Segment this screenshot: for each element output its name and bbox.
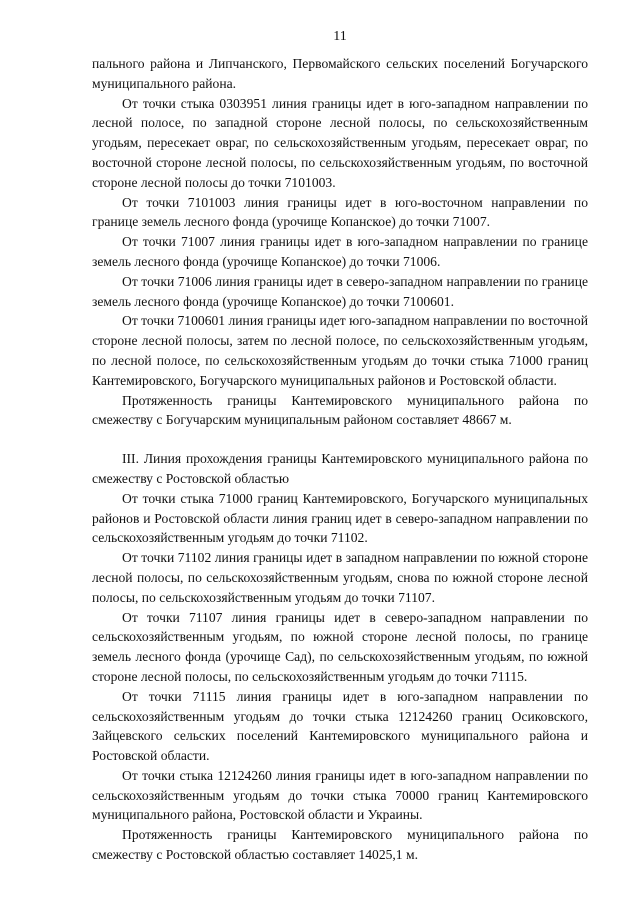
page-number: 11	[333, 29, 347, 44]
paragraph: Протяженность границы Кантемировского муниципального района по смежеству с Богучарским муниципальным районом составляет 48667 м.	[92, 392, 588, 428]
section-paragraph: От точки 71107 линия границы идет в северо-западном направлении по сельскохозяйственным угодьям, по южной стороне лесной полосы, по границе земель лесного фонда (урочище Сад), по сельскохозяйственным угодьям, по южной стороне лесной полосы, по сельскохозяйственным угодьям до точки 71115.	[92, 609, 588, 684]
paragraph: От точки стыка 0303951 линия границы идет в юго-западном направлении по лесной полосе, по западной стороне лесной полосы, по сельскохозяйственным угодьям, пересекает овраг, по сельскохозяйственным угодьям, пересекает овраг, по восточной стороне лесной полосы, по сельскохозяйственным угодьям, по восточной стороне лесной полосы до точки 7101003.	[92, 95, 588, 190]
section-paragraph: Протяженность границы Кантемировского муниципального района по смежеству с Ростовской областью составляет 14025,1 м.	[92, 827, 588, 863]
paragraph: От точки 71006 линия границы идет в северо-западном направлении по границе земель лесного фонда (урочище Копанское) до точки 7100601.	[92, 273, 588, 309]
section-heading: III. Линия прохождения границы Кантемировского муниципального района по смежеству с Ростовской областью	[92, 451, 588, 486]
document-body	[92, 54, 588, 865]
section-paragraph: От точки 71115 линия границы идет в юго-западном направлении по сельскохозяйственным угодьям до точки стыка 12124260 границ Осиковского, Зайцевского сельских поселений Кантемировского муниципального района и Ростовской области.	[92, 688, 588, 764]
paragraph: От точки 7100601 линия границы идет юго-западном направлении по восточной стороне лесной полосы, затем по лесной полосе, по сельскохозяйственным угодьям, по лесной полосе, по сельскохозяйственным угодьям до точки стыка 71000 границ Кантемировского, Богучарского муниципальных районов и Ростовской области.	[92, 313, 588, 388]
paragraph-continuation: пального района и Липчанского, Первомайского сельских поселений Богучарского муниципального района.	[92, 56, 588, 91]
section-paragraph: От точки стыка 12124260 линия границы идет в юго-западном направлении по сельскохозяйственным угодьям до точки стыка 70000 границ Кантемировского муниципального района, Ростовской области и Украины.	[92, 767, 588, 823]
section-paragraph: От точки стыка 71000 границ Кантемировского, Богучарского муниципальных районов и Ростовской области линия границ идет в северо-западном направлении по сельскохозяйственным угодьям до точки 71102.	[92, 490, 588, 546]
section-paragraph: От точки 71102 линия границы идет в западном направлении по южной стороне лесной полосы, по сельскохозяйственным угодьям, снова по южной стороне лесной полосы, по сельскохозяйственным угодьям до точки 71107.	[92, 550, 588, 605]
paragraph: От точки 71007 линия границы идет в юго-западном направлении по границе земель лесного фонда (урочище Копанское) до точки 71006.	[92, 234, 588, 269]
paragraph: От точки 7101003 линия границы идет в юго-восточном направлении по границе земель лесного фонда (урочище Копанское) до точки 71007.	[92, 194, 588, 230]
